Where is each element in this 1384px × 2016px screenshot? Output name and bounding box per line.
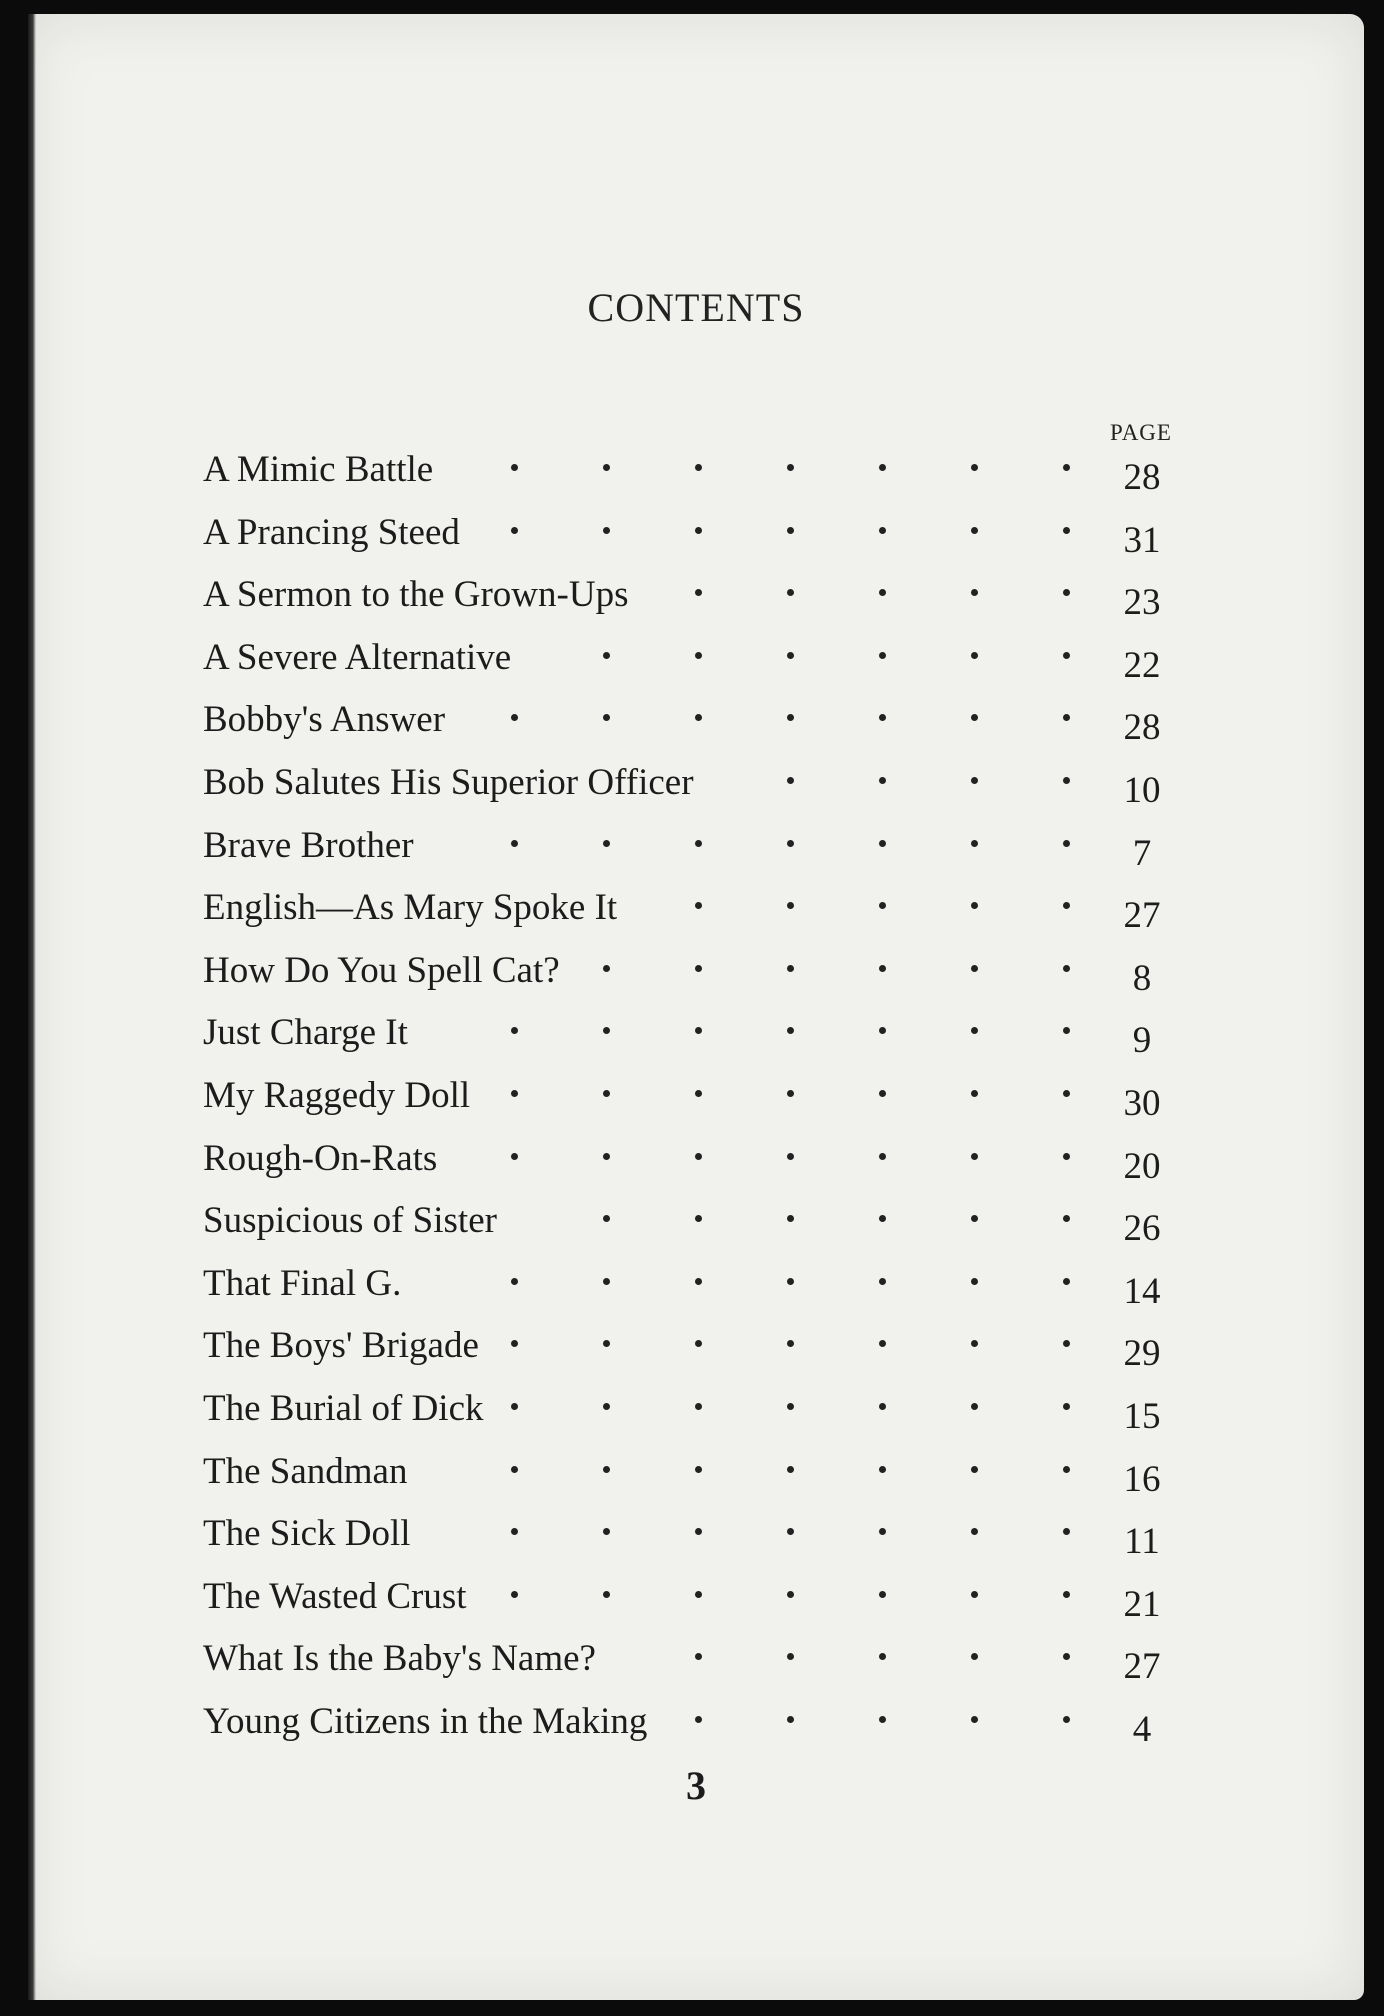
leader-dot bbox=[511, 1278, 518, 1285]
leader-dot bbox=[603, 464, 610, 471]
leader-dot bbox=[971, 1466, 978, 1473]
leader-dot bbox=[695, 965, 702, 972]
leader-dot bbox=[603, 1090, 610, 1097]
dot-leader bbox=[203, 771, 1083, 801]
leader-dot bbox=[971, 1215, 978, 1222]
leader-dot bbox=[971, 1716, 978, 1723]
dot-leader bbox=[203, 1647, 1083, 1677]
leader-dot bbox=[511, 464, 518, 471]
leader-dot bbox=[787, 1090, 794, 1097]
leader-dot bbox=[879, 1027, 886, 1034]
leader-dot bbox=[879, 1278, 886, 1285]
toc-entry-title: Young Citizens in the Making bbox=[203, 1700, 648, 1742]
leader-dot bbox=[879, 1528, 886, 1535]
leader-dot bbox=[1063, 1153, 1070, 1160]
leader-dot bbox=[879, 1340, 886, 1347]
book-page bbox=[28, 14, 1364, 2000]
toc-entry-page: 23 bbox=[1123, 582, 1161, 624]
leader-dot bbox=[787, 1528, 794, 1535]
leader-dot bbox=[695, 840, 702, 847]
toc-entry bbox=[203, 1195, 1203, 1258]
toc-entry bbox=[203, 1258, 1203, 1321]
leader-dot bbox=[971, 1653, 978, 1660]
leader-dot bbox=[1063, 1027, 1070, 1034]
toc-entry-page: 22 bbox=[1123, 644, 1161, 686]
leader-dot bbox=[603, 527, 610, 534]
dot-leader bbox=[203, 646, 1083, 676]
toc-entry-page: 30 bbox=[1123, 1082, 1161, 1124]
page-number: 3 bbox=[686, 1763, 706, 1808]
leader-dot bbox=[695, 1090, 702, 1097]
leader-dot bbox=[879, 965, 886, 972]
leader-dot bbox=[1063, 1466, 1070, 1473]
leader-dot bbox=[695, 1591, 702, 1598]
leader-dot bbox=[695, 714, 702, 721]
leader-dot bbox=[695, 464, 702, 471]
leader-dot bbox=[1063, 464, 1070, 471]
leader-dot bbox=[879, 1591, 886, 1598]
leader-dot bbox=[787, 1466, 794, 1473]
leader-dot bbox=[971, 1027, 978, 1034]
leader-dot bbox=[787, 1340, 794, 1347]
leader-dot bbox=[695, 1027, 702, 1034]
leader-dot bbox=[695, 1340, 702, 1347]
toc-entry bbox=[203, 444, 1203, 507]
toc-entry bbox=[203, 1571, 1203, 1634]
leader-dot bbox=[879, 1090, 886, 1097]
toc-entry-page: 16 bbox=[1123, 1458, 1161, 1500]
toc-entry bbox=[203, 632, 1203, 695]
leader-dot bbox=[879, 1466, 886, 1473]
leader-dot bbox=[1063, 777, 1070, 784]
leader-dot bbox=[971, 1340, 978, 1347]
dot-leader bbox=[203, 1397, 1083, 1427]
leader-dot bbox=[603, 1027, 610, 1034]
leader-dot bbox=[879, 1403, 886, 1410]
leader-dot bbox=[1063, 527, 1070, 534]
leader-dot bbox=[1063, 714, 1070, 721]
leader-dot bbox=[971, 1591, 978, 1598]
dot-leader bbox=[203, 1585, 1083, 1615]
toc-entry-page: 10 bbox=[1123, 769, 1161, 811]
leader-dot bbox=[1063, 1653, 1070, 1660]
dot-leader bbox=[203, 1209, 1083, 1239]
toc-entry-page: 15 bbox=[1123, 1395, 1161, 1437]
leader-dot bbox=[695, 1528, 702, 1535]
leader-dot bbox=[1063, 589, 1070, 596]
leader-dot bbox=[971, 1528, 978, 1535]
leader-dot bbox=[1063, 652, 1070, 659]
page-title: CONTENTS bbox=[587, 285, 805, 330]
leader-dot bbox=[511, 1528, 518, 1535]
dot-leader bbox=[203, 1084, 1083, 1114]
leader-dot bbox=[695, 1716, 702, 1723]
toc-entry bbox=[203, 1633, 1203, 1696]
leader-dot bbox=[695, 527, 702, 534]
toc-entry-title: The Sandman bbox=[203, 1450, 408, 1492]
leader-dot bbox=[787, 1278, 794, 1285]
toc-entry bbox=[203, 757, 1203, 820]
toc-entry bbox=[203, 1007, 1203, 1070]
toc-entry-title: Just Charge It bbox=[203, 1012, 408, 1054]
leader-dot bbox=[787, 1153, 794, 1160]
leader-dot bbox=[695, 1278, 702, 1285]
toc-entry-page: 21 bbox=[1123, 1583, 1161, 1625]
leader-dot bbox=[603, 1466, 610, 1473]
toc-entry bbox=[203, 1383, 1203, 1446]
leader-dot bbox=[695, 1403, 702, 1410]
toc-entry-title: Suspicious of Sister bbox=[203, 1200, 497, 1242]
dot-leader bbox=[203, 959, 1083, 989]
leader-dot bbox=[879, 902, 886, 909]
toc-entry-title: How Do You Spell Cat? bbox=[203, 949, 560, 991]
leader-dot bbox=[787, 1653, 794, 1660]
dot-leader bbox=[203, 583, 1083, 613]
leader-dot bbox=[787, 527, 794, 534]
toc-entry-title: The Burial of Dick bbox=[203, 1387, 484, 1429]
leader-dot bbox=[603, 1528, 610, 1535]
toc-entry-title: The Wasted Crust bbox=[203, 1575, 467, 1617]
leader-dot bbox=[603, 1403, 610, 1410]
leader-dot bbox=[879, 1653, 886, 1660]
toc-entry-title: What Is the Baby's Name? bbox=[203, 1638, 596, 1680]
leader-dot bbox=[603, 1215, 610, 1222]
leader-dot bbox=[971, 1403, 978, 1410]
toc-entry-title: Bobby's Answer bbox=[203, 699, 446, 741]
leader-dot bbox=[511, 527, 518, 534]
leader-dot bbox=[787, 965, 794, 972]
toc-entry-title: Rough-On-Rats bbox=[203, 1137, 438, 1179]
leader-dot bbox=[511, 840, 518, 847]
leader-dot bbox=[971, 965, 978, 972]
dot-leader bbox=[203, 1460, 1083, 1490]
toc-entry-title: My Raggedy Doll bbox=[203, 1074, 471, 1116]
dot-leader bbox=[203, 1334, 1083, 1364]
toc-entry-title: A Sermon to the Grown-Ups bbox=[203, 574, 629, 616]
leader-dot bbox=[1063, 840, 1070, 847]
toc-entry-page: 8 bbox=[1132, 957, 1152, 999]
leader-dot bbox=[787, 1403, 794, 1410]
leader-dot bbox=[695, 902, 702, 909]
toc-entry bbox=[203, 507, 1203, 570]
toc-entry-title: That Final G. bbox=[203, 1262, 402, 1304]
leader-dot bbox=[1063, 1278, 1070, 1285]
toc-entry-title: A Severe Alternative bbox=[203, 636, 512, 678]
leader-dot bbox=[1063, 1591, 1070, 1598]
toc-entry-title: A Mimic Battle bbox=[203, 449, 434, 490]
toc-entry-title: Bob Salutes His Superior Officer bbox=[203, 761, 694, 803]
toc-entry-page: 14 bbox=[1123, 1270, 1161, 1312]
leader-dot bbox=[787, 902, 794, 909]
leader-dot bbox=[971, 1278, 978, 1285]
leader-dot bbox=[1063, 1528, 1070, 1535]
toc-entry-page: 31 bbox=[1123, 519, 1161, 561]
leader-dot bbox=[695, 589, 702, 596]
leader-dot bbox=[695, 1153, 702, 1160]
toc-entry bbox=[203, 882, 1203, 945]
leader-dot bbox=[787, 589, 794, 596]
contents-list bbox=[203, 444, 1203, 1758]
leader-dot bbox=[603, 1153, 610, 1160]
toc-entry bbox=[203, 1508, 1203, 1571]
leader-dot bbox=[971, 902, 978, 909]
leader-dot bbox=[971, 1090, 978, 1097]
toc-entry-page: 27 bbox=[1123, 895, 1161, 937]
leader-dot bbox=[1063, 1716, 1070, 1723]
leader-dot bbox=[511, 1591, 518, 1598]
leader-dot bbox=[695, 1653, 702, 1660]
dot-leader bbox=[203, 1522, 1083, 1552]
toc-entry bbox=[203, 945, 1203, 1008]
toc-entry bbox=[203, 820, 1203, 883]
toc-entry-title: The Boys' Brigade bbox=[203, 1325, 479, 1367]
dot-leader bbox=[203, 521, 1083, 551]
leader-dot bbox=[787, 464, 794, 471]
toc-entry bbox=[203, 569, 1203, 632]
leader-dot bbox=[603, 714, 610, 721]
toc-entry bbox=[203, 1320, 1203, 1383]
leader-dot bbox=[1063, 902, 1070, 909]
leader-dot bbox=[1063, 1340, 1070, 1347]
leader-dot bbox=[971, 714, 978, 721]
leader-dot bbox=[787, 777, 794, 784]
leader-dot bbox=[603, 652, 610, 659]
leader-dot bbox=[971, 652, 978, 659]
leader-dot bbox=[971, 1153, 978, 1160]
leader-dot bbox=[879, 652, 886, 659]
toc-entry-page: 26 bbox=[1123, 1208, 1161, 1250]
leader-dot bbox=[787, 714, 794, 721]
leader-dot bbox=[879, 777, 886, 784]
leader-dot bbox=[511, 1027, 518, 1034]
toc-entry-page: 27 bbox=[1123, 1646, 1161, 1688]
leader-dot bbox=[787, 1215, 794, 1222]
leader-dot bbox=[787, 1716, 794, 1723]
dot-leader bbox=[203, 708, 1083, 738]
leader-dot bbox=[695, 1466, 702, 1473]
leader-dot bbox=[879, 714, 886, 721]
toc-entry-title: A Prancing Steed bbox=[203, 511, 460, 553]
toc-entry-title: Brave Brother bbox=[203, 824, 414, 866]
leader-dot bbox=[879, 464, 886, 471]
leader-dot bbox=[1063, 965, 1070, 972]
toc-entry-page: 28 bbox=[1123, 707, 1161, 749]
toc-entry-page: 29 bbox=[1123, 1333, 1161, 1375]
toc-entry-page: 28 bbox=[1123, 457, 1161, 498]
dot-leader bbox=[203, 834, 1083, 864]
leader-dot bbox=[971, 777, 978, 784]
leader-dot bbox=[1063, 1215, 1070, 1222]
leader-dot bbox=[879, 1153, 886, 1160]
toc-entry bbox=[203, 1446, 1203, 1509]
toc-entry bbox=[203, 1070, 1203, 1133]
toc-entry-page: 4 bbox=[1132, 1708, 1152, 1750]
dot-leader bbox=[203, 896, 1083, 926]
leader-dot bbox=[511, 1340, 518, 1347]
leader-dot bbox=[603, 1591, 610, 1598]
leader-dot bbox=[511, 1466, 518, 1473]
leader-dot bbox=[603, 965, 610, 972]
leader-dot bbox=[879, 527, 886, 534]
dot-leader bbox=[203, 1147, 1083, 1177]
dot-leader bbox=[203, 1021, 1083, 1051]
leader-dot bbox=[879, 1215, 886, 1222]
leader-dot bbox=[879, 1716, 886, 1723]
leader-dot bbox=[1063, 1090, 1070, 1097]
leader-dot bbox=[787, 1027, 794, 1034]
leader-dot bbox=[511, 714, 518, 721]
leader-dot bbox=[511, 1090, 518, 1097]
leader-dot bbox=[971, 464, 978, 471]
dot-leader bbox=[203, 1710, 1083, 1740]
dot-leader bbox=[203, 458, 1083, 488]
leader-dot bbox=[695, 652, 702, 659]
toc-entry bbox=[203, 694, 1203, 757]
toc-entry-title: The Sick Doll bbox=[203, 1513, 411, 1555]
leader-dot bbox=[695, 1215, 702, 1222]
leader-dot bbox=[603, 840, 610, 847]
toc-entry-page: 9 bbox=[1132, 1020, 1152, 1062]
page-column-header: PAGE bbox=[1110, 420, 1172, 445]
leader-dot bbox=[879, 840, 886, 847]
leader-dot bbox=[603, 1340, 610, 1347]
leader-dot bbox=[787, 840, 794, 847]
toc-entry-page: 20 bbox=[1123, 1145, 1161, 1187]
leader-dot bbox=[787, 1591, 794, 1598]
leader-dot bbox=[971, 527, 978, 534]
toc-entry bbox=[203, 1133, 1203, 1196]
leader-dot bbox=[971, 840, 978, 847]
leader-dot bbox=[1063, 1403, 1070, 1410]
toc-entry-title: English—As Mary Spoke It bbox=[203, 887, 618, 929]
leader-dot bbox=[511, 1403, 518, 1410]
toc-entry bbox=[203, 1696, 1203, 1759]
dot-leader bbox=[203, 1272, 1083, 1302]
leader-dot bbox=[511, 1153, 518, 1160]
leader-dot bbox=[879, 589, 886, 596]
toc-entry-page: 7 bbox=[1132, 832, 1152, 874]
leader-dot bbox=[971, 589, 978, 596]
leader-dot bbox=[603, 1278, 610, 1285]
leader-dot bbox=[787, 652, 794, 659]
toc-entry-page: 11 bbox=[1124, 1521, 1160, 1563]
